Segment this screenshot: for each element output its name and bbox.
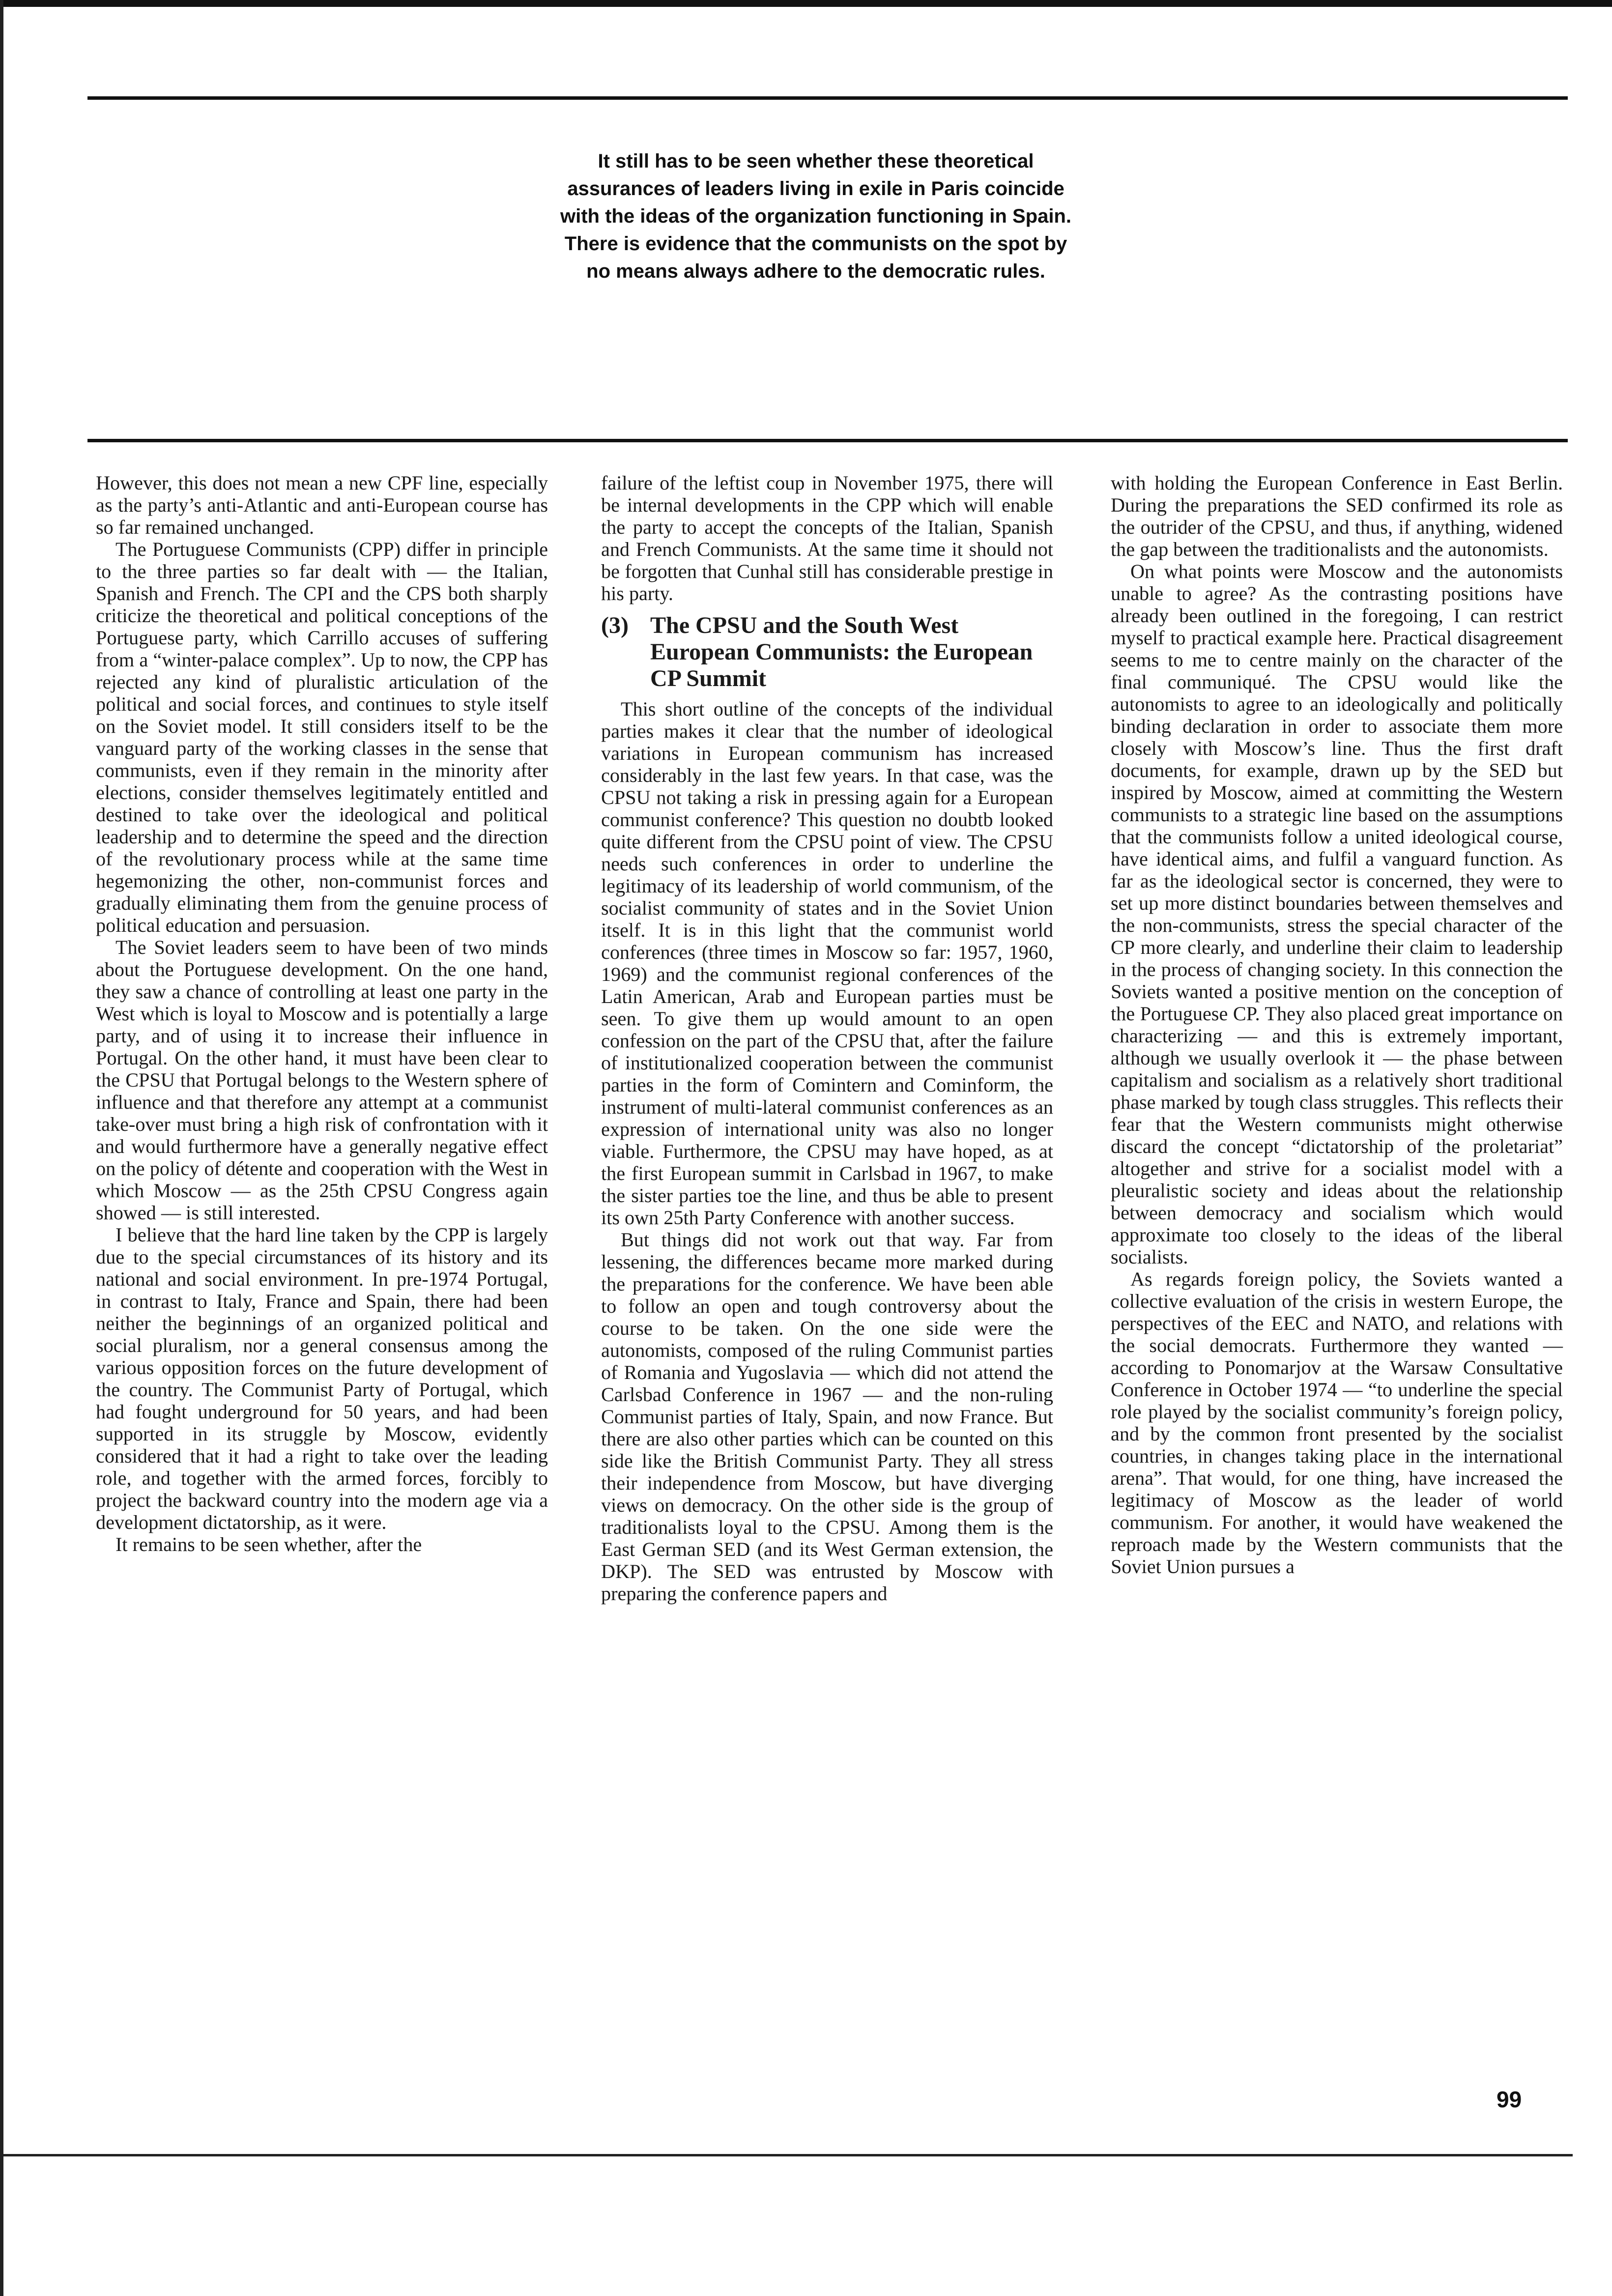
text-column-2 [601,472,1053,1605]
paragraph: I believe that the hard line taken by the CPP is largely due to the special circumstances of its history and its national and social environment. In pre-1974 Portugal, in contrast to Italy, France and Spain, there had been neither the beginnings of an organized political and social pluralism, nor a general consensus among the various opposition forces on the future development of the country. The Communist Party of Portugal, which had fought underground for 50 years, and had been supported in its struggle by Moscow, evidently considered that it had a right to take over the leading role, and together with the armed forces, forcibly to project the backward country into the modern age via a development dictatorship, as it were. [96,1224,548,1533]
paragraph: failure of the leftist coup in November 1975, there will be internal developments in the CPP which will enable the party to accept the concepts of the Italian, Spanish and French Communists. At the same time it should not be forgotten that Cunhal still has considerable prestige in his party. [601,472,1053,604]
paragraph: On what points were Moscow and the autonomists unable to agree? As the contrasting positions have already been outlined in the foregoing, I can restrict myself to practical example here. Practical disagreement seems to me to centre mainly on the character of the final communiqué. The CPSU would like the autonomists to agree to an ideologically and politically binding declaration in order to associate them more closely with Moscow’s line. Thus the first draft documents, for example, drawn up by the SED but inspired by Moscow, aimed at committing the Western communists to a strategic line based on the assumptions that the communists follow a united ideological course, have identical aims, and fulfil a vanguard function. As far as the ideological sector is concerned, they were to set up more distinct boundaries between themselves and the non-communists, stress the special character of the CP more clearly, and underline their claim to leadership in the process of changing society. In this connection the Soviets wanted a positive mention on the conception of the Portuguese CP. They also placed great importance on characterizing — and this is extremely important, although we usually overlook it — the phase between capitalism and socialism as a relatively short traditional phase marked by tough class struggles. This reflects their fear that the Western communists might otherwise discard the concept “dictatorship of the proletariat” altogether and strive for a socialist model with a pleuralistic society and ideas about the relationship between democracy and socialism which would approximate too closely to the ideas of the liberal socialists. [1111,560,1563,1268]
pullquote-top-rule [87,96,1568,100]
paragraph: It remains to be seen whether, after the [115,1533,422,1555]
section-number: (3) [601,612,629,638]
paragraph: The Portuguese Communists (CPP) differ in principle to the three parties so far dealt with — the Italian, Spanish and French. The CPI and the CPS both sharply criticize the theoretical and political conceptions of the Portuguese party, which Carrillo accuses of suffering from a “winter-palace complex”. Up to now, the CPP has rejected any kind of pluralistic articulation of the political and social forces, and continues to style itself on the Soviet model. It still considers itself to be the vanguard party of the working classes in the sense that communists, even if they remain in the minority after elections, consider themselves legitimately entitled and destined to take over the ideological and political leadership and to determine the speed and the direction of the revolutionary process while at the same time hegemonizing the other, non-communist forces and gradually eliminating them from the genuine process of political education and persuasion. [96,538,548,936]
paragraph: with holding the European Conference in East Berlin. During the preparations the SED confirmed its role as the outrider of the CPSU, and thus, if anything, widened the gap between the traditionalists and the autonomists. [1111,472,1563,560]
pull-quote: It still has to be seen whether these theoretical assurances of leaders living in exile in Paris coincide with the ideas of the organization functioning in Spain. There is evidence that the communists on the spot by no means always adhere to the democratic rules. [560,150,1071,282]
section-title: The CPSU and the South West European Communists: the European CP Summit [650,612,1033,691]
paragraph: As regards foreign policy, the Soviets wanted a collective evaluation of the crisis in western Europe, the perspectives of the EEC and NATO, and relations with the social democrats. Furthermore they wanted — according to Ponomarjov at the Warsaw Consultative Conference in October 1974 — “to underline the special role played by the socialist community’s foreign policy, and by the common front presented by the socialist countries, in changes taking place in the international arena”. That would, for one thing, have increased the legitimacy of Moscow as the leader of world communism. For another, it would have weakened the reproach made by the Western communists that the Soviet Union pursues a [1111,1268,1563,1578]
pullquote-bottom-rule [87,439,1568,442]
page-top-edge [0,0,1612,7]
page-number: 99 [1497,2087,1522,2112]
text-column-3 [1111,472,1563,1578]
paragraph: The Soviet leaders seem to have been of two minds about the Portuguese development. On the one hand, they saw a chance of controlling at least one party in the West which is loyal to Moscow and is potentially a large party, and of using it to increase their influence in Portugal. On the other hand, it must have been clear to the CPSU that Portugal belongs to the Western sphere of influence and that therefore any attempt at a communist take-over must bring a high risk of confrontation with it and would furthermore have a generally negative effect on the policy of détente and cooperation with the West in which Moscow — as the 25th CPSU Congress again showed — is still interested. [96,936,548,1224]
paragraph: This short outline of the concepts of the individual parties makes it clear that the number of ideological variations in European communism has increased considerably in the last few years. In that case, was the CPSU not taking a risk in pressing again for a European communist conference? This question no doubtb looked quite different from the CPSU point of view. The CPSU needs such conferences in order to underline the legitimacy of its leadership of world communism, of the socialist community of states and in the Soviet Union itself. It is in this light that the communist world conferences (three times in Moscow so far: 1957, 1960, 1969) and the communist regional conferences of the Latin American, Arab and European parties must be seen. To give them up would amount to an open confession on the part of the CPSU that, after the failure of institutionalized cooperation between the communist parties in the form of Comintern and Cominform, the instrument of multi-lateral communist conferences as an expression of international unity was also no longer viable. Furthermore, the CPSU may have hoped, as at the first European summit in Carlsbad in 1967, to make the sister parties toe the line, and thus be able to present its own 25th Party Conference with another success. [601,698,1053,1229]
section-heading [601,612,1053,692]
page-bottom-rule [0,2154,1573,2156]
paragraph: But things did not work out that way. Far from lessening, the differences became more marked during the preparations for the conference. We have been able to follow an open and tough controversy about the course to be taken. On the one side were the autonomists, composed of the ruling Communist parties of Romania and Yugoslavia — which did not attend the Carlsbad Conference in 1967 — and the non-ruling Communist parties of Italy, Spain, and now France. But there are also other parties which can be counted on this side like the British Communist Party. They all stress their independence from Moscow, but have diverging views on democracy. On the other side is the group of traditionalists loyal to the CPSU. Among them is the East German SED (and its West German extension, the DKP). The SED was entrusted by Moscow with preparing the conference papers and [601,1229,1053,1605]
paragraph: However, this does not mean a new CPF line, especially as the party’s anti-Atlantic and anti-European course has so far remained unchanged. [96,472,548,538]
text-column-1 [96,472,548,1555]
page-left-edge [0,0,3,2296]
